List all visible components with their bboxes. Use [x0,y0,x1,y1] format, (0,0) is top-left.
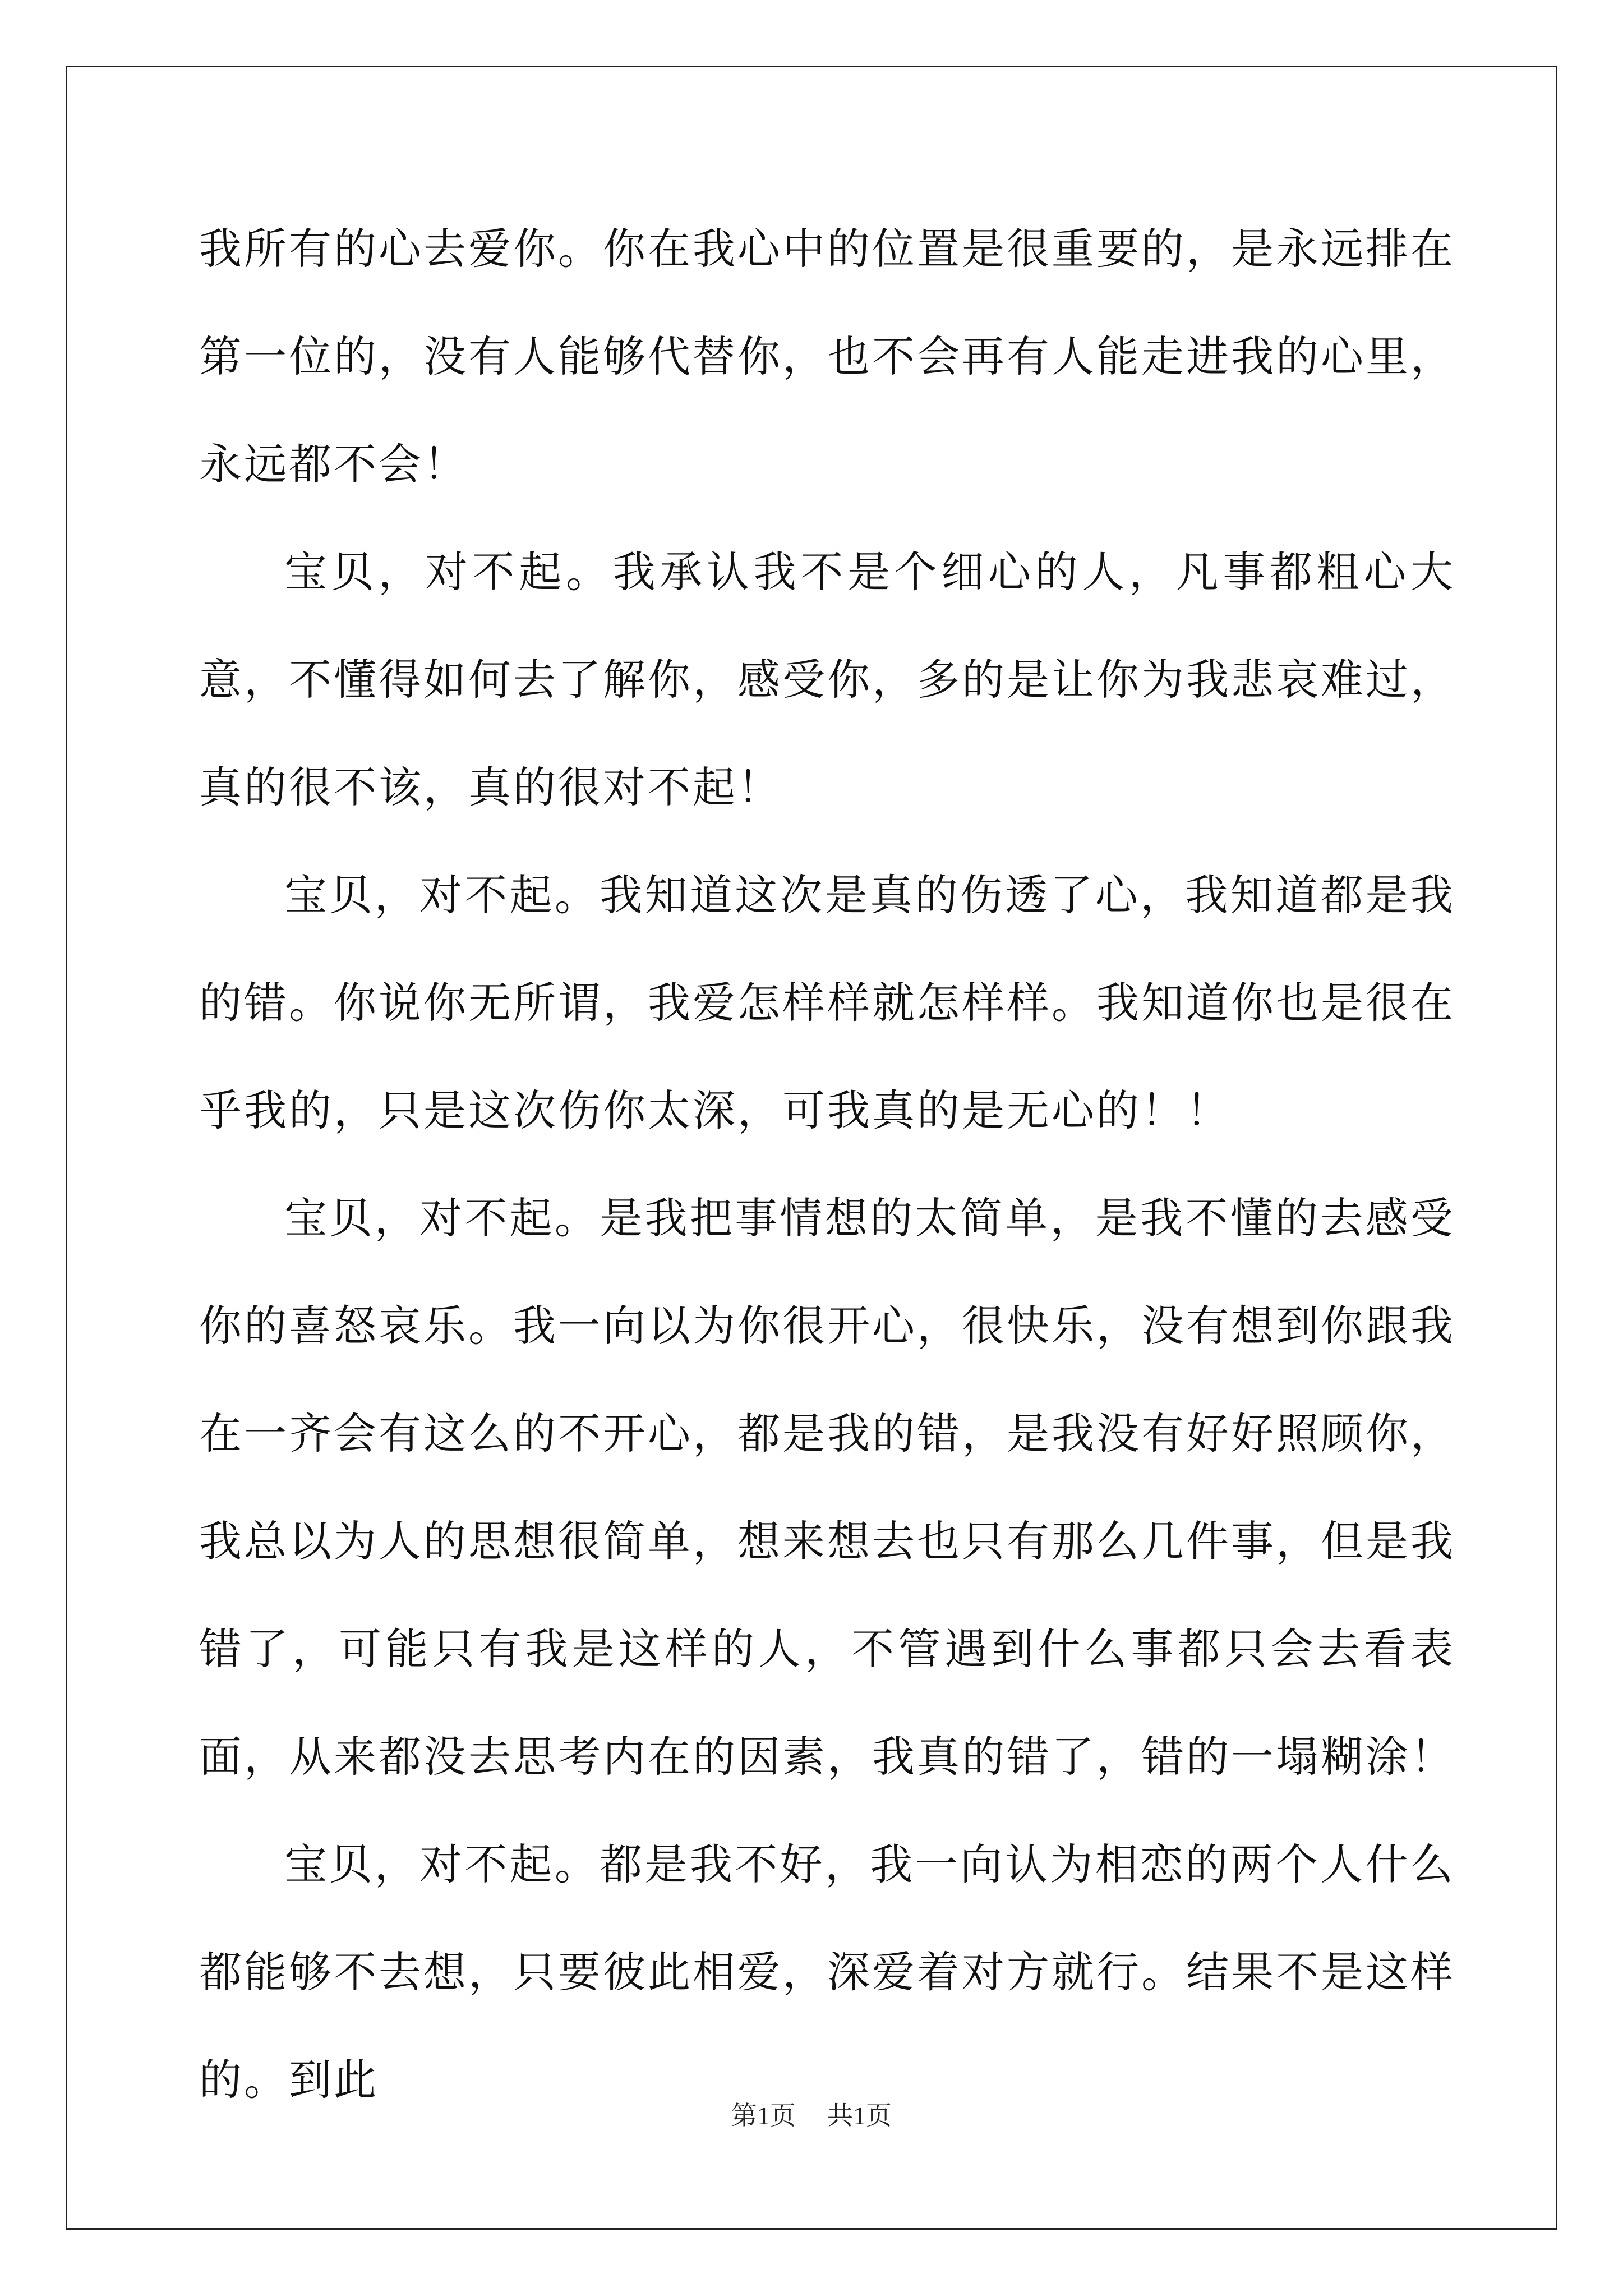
page-number: 第1页 [731,2101,796,2130]
page-footer [0,2095,1623,2132]
paragraph-3: 宝贝，对不起。我知道这次是真的伤透了心，我知道都是我的错。你说你无所谓，我爱怎样样就怎样样。我知道你也是很在乎我的，只是这次伤你太深，可我真的是无心的！！ [199,870,1455,1135]
document-body [199,195,1455,2134]
paragraph-5: 宝贝，对不起。都是我不好，我一向认为相恋的两个人什么都能够不去想，只要彼此相爱，深爱着对方就行。结果不是这样的。到此 [199,1839,1455,2105]
paragraph-1: 我所有的心去爱你。你在我心中的位置是很重要的，是永远排在第一位的，没有人能够代替你，也不会再有人能走进我的心里，永远都不会！ [199,224,1455,489]
paragraph-2: 宝贝，对不起。我承认我不是个细心的人，凡事都粗心大意，不懂得如何去了解你，感受你，多的是让你为我悲哀难过，真的很不该，真的很对不起！ [199,547,1455,812]
paragraph-4: 宝贝，对不起。是我把事情想的太简单，是我不懂的去感受你的喜怒哀乐。我一向以为你很开心，很快乐，没有想到你跟我在一齐会有这么的不开心，都是我的错，是我没有好好照顾你，我总以为人的思想很简单，想来想去也只有那么几件事，但是我错了，可能只有我是这样的人，不管遇到什么事都只会去看表面，从来都没去思考内在的因素，我真的错了，错的一塌糊涂！ [199,1193,1455,1782]
page-total: 共1页 [827,2101,892,2130]
